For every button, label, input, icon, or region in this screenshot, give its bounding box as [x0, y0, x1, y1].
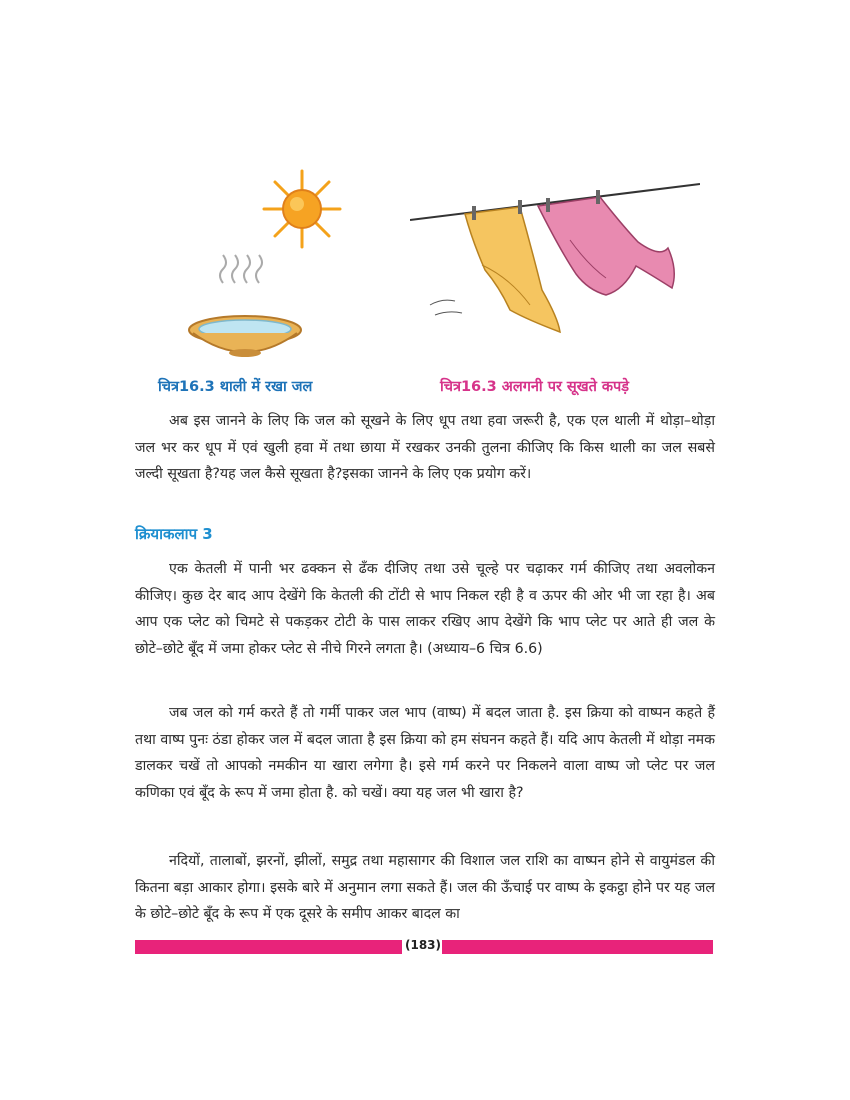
sun-icon	[264, 171, 340, 247]
paragraph-evaporation	[135, 700, 715, 806]
paragraph-intro-text: अब इस जानने के लिए कि जल को सूखने के लिए धूप तथा हवा जरूरी है, एक एल थाली में थोड़ा–थोड़ा जल भर कर धूप में एवं खुली हवा में तथा छाया में रखकर उनकी तुलना कीजिए कि किस थाली का जल सबसे जल्दी सूखता है?यह जल कैसे सूखता है?इसका जानने के लिए एक प्रयोग करें।	[135, 413, 715, 482]
paragraph-intro	[135, 408, 715, 488]
yellow-cloth-icon	[430, 207, 560, 332]
clothesline-illustration	[410, 170, 700, 370]
paragraph-activity-text: एक केतली में पानी भर ढक्कन से ढँक दीजिए तथा उसे चूल्हे पर चढ़ाकर गर्म कीजिए तथा अवलोकन कीजिए। कुछ देर बाद आप देखेंगे कि केतली की टोंटी से भाप निकल रही है व ऊपर की ओर भी जा रहा है। अब आप एक प्लेट को चिमटे से पकड़कर टोटी के पास लाकर रखिए आप देखेंगे कि भाप प्लेट पर आते ही जल के छोटे–छोटे बूँद में जमा होकर प्लेट से नीचे गिरने लगता है। (अध्याय–6 चित्र 6.6)	[135, 561, 715, 657]
footer-bar-left	[135, 940, 402, 954]
footer-bar-right	[442, 940, 713, 954]
steam-icon	[220, 255, 262, 283]
paragraph-evaporation-text: जब जल को गर्म करते हैं तो गर्मी पाकर जल भाप (वाष्प) में बदल जाता है. इस क्रिया को वाष्पन कहते हैं तथा वाष्प पुनः ठंडा होकर जल में बदल जाता है इस क्रिया को हम संघनन कहते हैं। यदि आप केतली में थोड़ा नमक डालकर चखें तो आपको नमकीन या खारा लगेगा है। इसे गर्म करने पर निकलने वाला वाष्प जो प्लेट पर जल कणिका एवं बूँद के रूप में जमा होता है. को चखें। क्या यह जल भी खारा है?	[135, 705, 715, 801]
paragraph-clouds	[135, 848, 715, 928]
page-number: (183)	[405, 938, 442, 952]
figure-caption-bowl: चित्र16.3 थाली में रखा जल	[158, 379, 313, 395]
pink-shirt-icon	[538, 197, 674, 295]
sun-bowl-illustration	[185, 165, 375, 370]
activity-heading: क्रियाकलाप 3	[135, 525, 213, 543]
paragraph-clouds-text: नदियों, तालाबों, झरनों, झीलों, समुद्र तथा महासागर की विशाल जल राशि का वाष्पन होने से वायुमंडल की कितना बड़ा आकार होगा। इसके बारे में अनुमान लगा सकते हैं। जल की ऊँचाई पर वाष्प के इकट्ठा होने पर यह जल के छोटे–छोटे बूँद के रूप में एक दूसरे के समीप आकर बादल का	[135, 853, 715, 922]
bowl-icon	[189, 316, 301, 357]
paragraph-activity	[135, 556, 715, 662]
figure-caption-clothes: चित्र16.3 अलगनी पर सूखते कपड़े	[440, 379, 630, 395]
